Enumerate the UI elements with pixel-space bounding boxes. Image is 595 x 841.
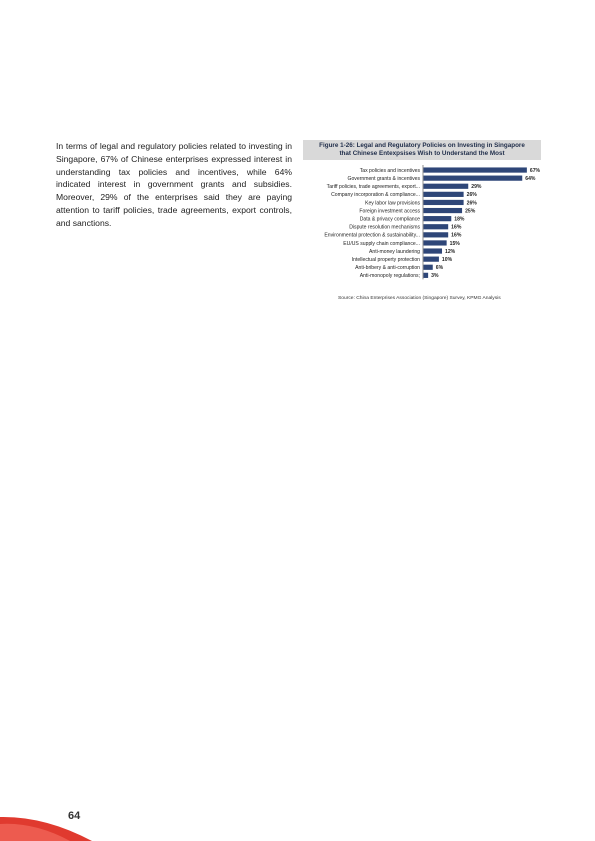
category-label: Government grants & incentives: [347, 175, 420, 182]
value-label: 67%: [529, 167, 541, 174]
value-label: 29%: [471, 184, 482, 191]
category-label: Company incorporation & compliance...: [331, 192, 420, 199]
bar: [424, 273, 429, 278]
category-label: Environmental protection & sustainability...: [324, 232, 420, 239]
category-label: Dispute resolution mechanisms: [349, 224, 420, 231]
value-label: 26%: [466, 200, 477, 207]
bar: [424, 208, 463, 213]
value-label: 15%: [449, 240, 460, 247]
category-label: Intellectual property protection: [351, 256, 420, 263]
bar: [424, 167, 527, 172]
value-label: 26%: [466, 192, 477, 199]
category-label: Tax policies and incentives: [359, 167, 420, 174]
footer-accent-band: [0, 812, 100, 841]
category-label: Anti-monopoly regulations;: [359, 273, 420, 280]
figure-title-line2: that Chinese Entexpsises Wish to Understand the Most: [339, 150, 505, 157]
value-label: 18%: [454, 216, 465, 223]
category-label: Tariff policies, trade agreements, export...: [326, 184, 420, 191]
category-label: Foreign investment access: [359, 208, 420, 215]
category-label: Anti-money laundering: [369, 248, 420, 255]
bar: [424, 200, 464, 205]
bar: [424, 184, 469, 189]
bar: [424, 240, 447, 245]
bar-chart: [303, 162, 541, 280]
value-label: 64%: [525, 175, 536, 182]
bar: [424, 248, 443, 253]
bar: [424, 224, 449, 229]
value-label: 16%: [451, 224, 462, 231]
category-label: Anti-bribery & anti-corruption: [355, 265, 420, 272]
value-label: 12%: [445, 248, 456, 255]
bar: [424, 216, 452, 221]
bar: [424, 192, 464, 197]
bar: [424, 232, 449, 237]
value-label: 25%: [465, 208, 476, 215]
figure-title-line1: Figure 1-26: Legal and Regulatory Policies on Investing in Singapore: [319, 142, 525, 149]
bar: [424, 257, 439, 262]
value-label: 10%: [441, 256, 453, 263]
value-label: 16%: [451, 232, 462, 239]
figure-source: Source: China Enterprises Association (Singapore) Survey, KPMG Analysis: [338, 296, 501, 301]
category-label: Key labor law provisions: [365, 200, 420, 207]
bar: [424, 265, 433, 270]
figure: [303, 140, 541, 280]
value-label: 6%: [435, 265, 444, 272]
figure-title: [303, 140, 541, 160]
bar: [424, 176, 523, 181]
category-label: EU/US supply chain compliance...: [343, 240, 420, 247]
body-paragraph: In terms of legal and regulatory policies related to investing in Singapore, 67% of Chinese enterprises expressed interest in understanding tax policies and incentives, while 64% indicated interest in government grants and subsidies. Moreover, 29% of the enterprises said they are paying attention to tariff policies, trade agreements, export controls, and sanctions.: [56, 141, 292, 228]
category-label: Data & privacy compliance: [359, 216, 420, 223]
value-label: 3%: [431, 273, 439, 280]
page-number: 64: [68, 810, 81, 822]
